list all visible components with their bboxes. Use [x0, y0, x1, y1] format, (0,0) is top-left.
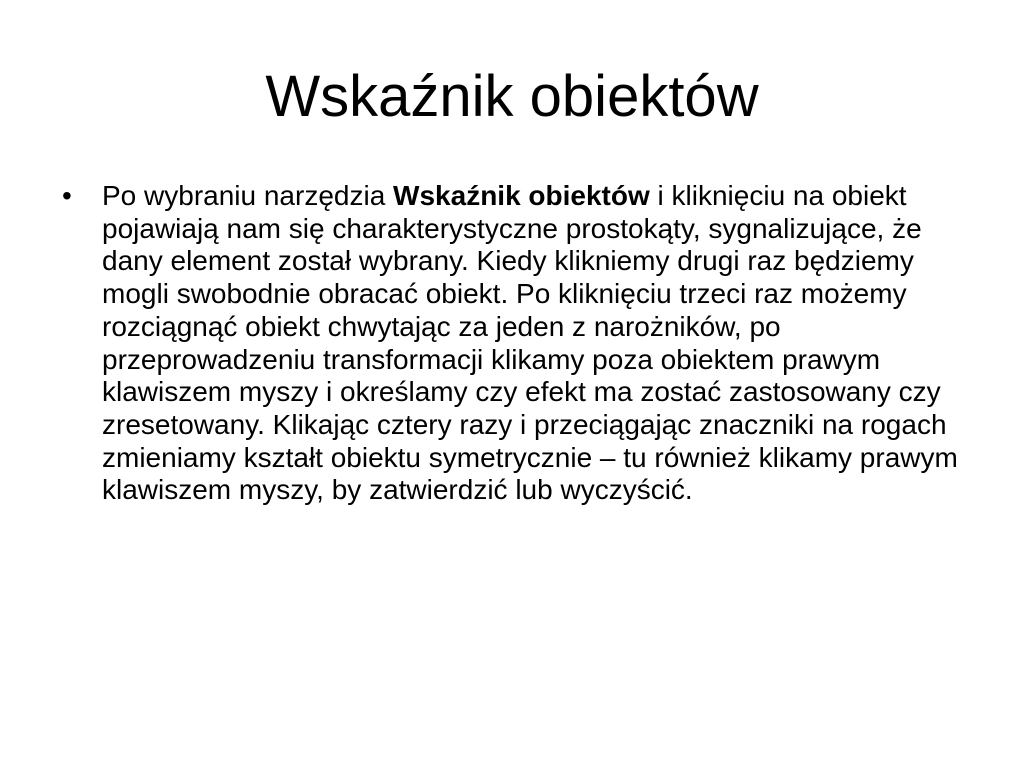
bullet-marker: • — [62, 180, 72, 211]
bullet-text-before: Po wybraniu narzędzia — [102, 180, 394, 211]
slide-title: Wskaźnik obiektów — [265, 64, 759, 129]
bullet-text-bold: Wskaźnik obiektów — [393, 180, 650, 211]
bullet-text-after: i kliknięciu na obiekt pojawiają nam się charakterystyczne prostokąty, sygnalizujące, że dany element został wybrany. Kiedy klikniemy drugi raz będziemy mogli swobodnie obracać obiekt. Po kliknięciu trzeci raz możemy rozciągnąć obiekt chwytając za jeden z narożników, po przeprowadzeniu transformacji klikamy poza obiektem prawym klawiszem myszy i określamy czy efekt ma zostać zastosowany czy zresetowany. Klikając cztery razy i przeciągając znaczniki na rogach zmieniamy kształt obiektu symetrycznie – tu również klikamy prawym klawiszem myszy, by zatwierdzić lub wyczyścić. — [102, 180, 958, 506]
bullet-item — [62, 180, 967, 507]
bullet-list — [62, 180, 967, 507]
